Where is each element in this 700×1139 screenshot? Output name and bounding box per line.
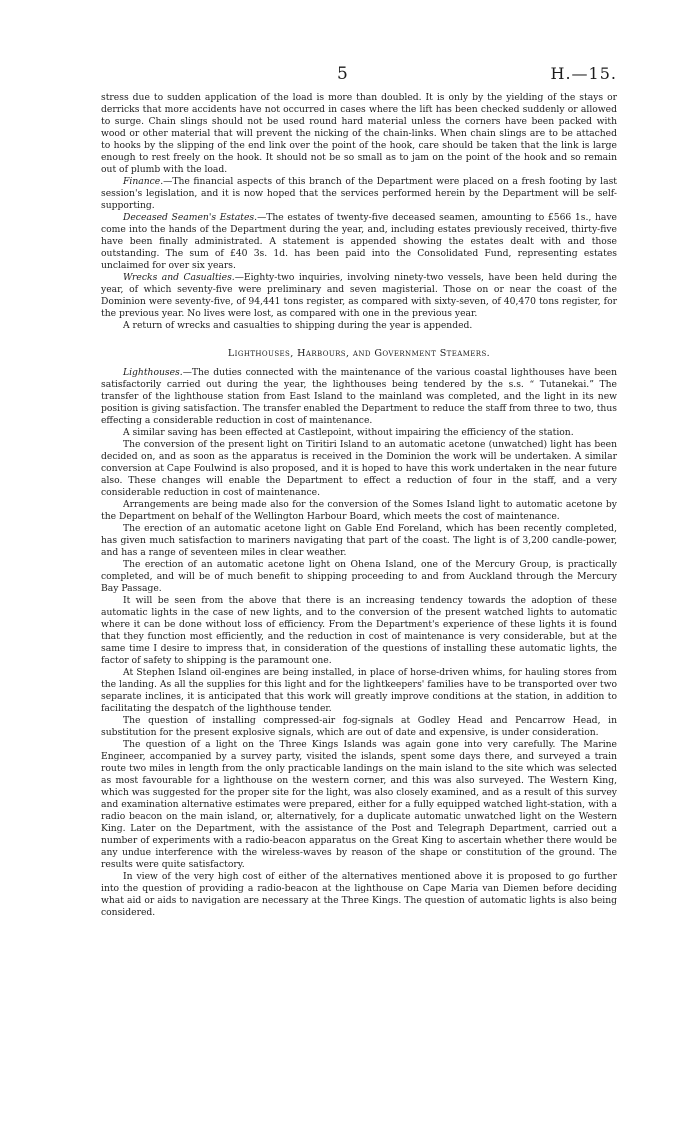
paragraph-stephen-island: At Stephen Island oil-engines are being installed, in place of horse-driven whims, for hauling stores from the landing. As all the supplies for this light and for the lightkeepers' families have to be transported over two separate inclines, it is anticipated that this work will greatly improve conditions at the station, in addition to facilitating the despatch of the lighthouse tender. [101,667,617,714]
document-page [101,64,617,919]
lead-in-wrecks-and-casualties: Wrecks and Casualties. [123,272,235,283]
paragraph-fog-signals: The question of installing compressed-air fog-signals at Godley Head and Pencarrow Head, in substitution for the present explosive signals, which are out of date and expensive, is under consideration. [101,715,617,738]
paragraph-somes-island: Arrangements are being made also for the conversion of the Somes Island light to automatic acetone by the Department on behalf of the Wellington Harbour Board, which meets the cost of maintenance. [101,499,617,522]
paragraph-gable-end-foreland: The erection of an automatic acetone light on Gable End Foreland, which has been recently completed, has given much satisfaction to mariners navigating that part of the coast. The light is of 3,200 candle-power, and has a range of seventeen miles in clear weather. [101,523,617,558]
page-header [101,64,617,92]
lead-in-deceased-seamens-estates: Deceased Seamen's Estates. [123,212,258,223]
paragraph-ohena-island: The erection of an automatic acetone light on Ohena Island, one of the Mercury Group, is practically completed, and will be of much benefit to shipping proceeding to and from Auckland through the Mercury Bay Passage. [101,559,617,594]
paragraph-stress-continuation: stress due to sudden application of the load is more than doubled. It is only by the yielding of the stays or derricks that more accidents have not occurred in cases where the lift has been checked suddenly or allowed to surge. Chain slings should not be used round hard material unless the corners have been packed with wood or other material that will prevent the nicking of the chain-links. When chain slings are to be attached to hooks by the slipping of the end link over the point of the hook, care should be taken that the link is large enough to rest freely on the hook. It should not be so small as to jam on the point of the hook and so remain out of plumb with the load. [101,92,617,175]
paragraph-three-kings: The question of a light on the Three Kings Islands was again gone into very carefully. The Marine Engineer, accompanied by a survey party, visited the islands, spent some days there, and surveyed a train route two miles in length from the only practicable landings on the main island to the site which was selected as most favourable for a lighthouse on the western corner, and this was also surveyed. The Western King, which was suggested for the proper site for the light, was also closely examined, and as a result of this survey and examination alternative estimates were prepared, either for a fully equipped watched light-station, with a radio beacon on the main island, or, alternatively, for a duplicate automatic unwatched light on the Western King. Later on the Department, with the assistance of the Post and Telegraph Department, carried out a number of experiments with a radio-beacon apparatus on the Great King to ascertain whether there would be any undue interference with the wireless-waves by reason of the shape or constitution of the ground. The results were quite satisfactory. [101,739,617,870]
paragraph-finance: Finance.—The financial aspects of this branch of the Department were placed on a fresh footing by last session's legislation, and it is now hoped that the services performed herein by the Department will be self-supporting. [101,176,617,211]
section-heading: Lighthouses, Harbours, and Government Steamers. [227,348,491,359]
paragraph-wrecks-and-casualties: Wrecks and Casualties.—Eighty-two inquiries, involving ninety-two vessels, have been held during the year, of which seventy-five were preliminary and seven magisterial. Those on or near the coast of the Dominion were seventy-five, of 94,441 tons register, as compared with sixty-seven, of 40,470 tons register, for the previous year. No lives were lost, as compared with one in the previous year. [101,272,617,319]
document-reference: H.—15. [550,64,617,83]
paragraph-deceased-seamens-estates: Deceased Seamen's Estates.—The estates of twenty-five deceased seamen, amounting to £566 1s., have come into the hands of the Department during the year, and, including estates previously received, thirty-five have been finally administrated. A statement is appended showing the estates dealt with and those outstanding. The sum of £40 3s. 1d. has been paid into the Consolidated Fund, representing estates unclaimed for over six years. [101,212,617,271]
paragraph-castlepoint: A similar saving has been effected at Castlepoint, without impairing the efficiency of the station. [123,427,574,438]
paragraph-radio-beacon: In view of the very high cost of either of the alternatives mentioned above it is proposed to go further into the question of providing a radio-beacon at the lighthouse on Cape Maria van Diemen before deciding what aid or aids to navigation are necessary at the Three Kings. The question of automatic lights is also being considered. [101,871,617,918]
paragraph-wrecks-return: A return of wrecks and casualties to shipping during the year is appended. [123,320,473,331]
lead-in-finance: Finance. [123,176,164,187]
lead-in-lighthouses: Lighthouses. [123,367,183,378]
paragraph-tiritiri-conversion: The conversion of the present light on Tiritiri Island to an automatic acetone (unwatched) light has been decided on, and as soon as the apparatus is received in the Dominion the work will be undertaken. A similar conversion at Cape Foulwind is also proposed, and it is hoped to have this work undertaken in the near future also. These changes will enable the Department to effect a reduction of four in the staff, and a very considerable reduction in cost of maintenance. [101,439,617,498]
paragraph-lighthouses: Lighthouses.—The duties connected with the maintenance of the various coastal lighthouses have been satisfactorily carried out during the year, the lighthouses being tendered by the s.s. “ Tutanekai.” The transfer of the lighthouse station from East Island to the mainland was completed, and the light in its new position is giving satisfaction. The transfer enabled the Department to reduce the staff from three to two, thus effecting a considerable reduction in cost of maintenance. [101,367,617,426]
paragraph-automatic-lights-tendency: It will be seen from the above that there is an increasing tendency towards the adoption of these automatic lights in the case of new lights, and to the conversion of the present watched lights to automatic where it can be done without loss of efficiency. From the Department's experience of these lights it is found that they function most efficiently, and the reduction in cost of maintenance is very considerable, but at the same time I desire to impress that, in consideration of the questions of installing these automatic lights, the factor of safety to shipping is the paramount one. [101,595,617,666]
page-number: 5 [337,64,349,84]
